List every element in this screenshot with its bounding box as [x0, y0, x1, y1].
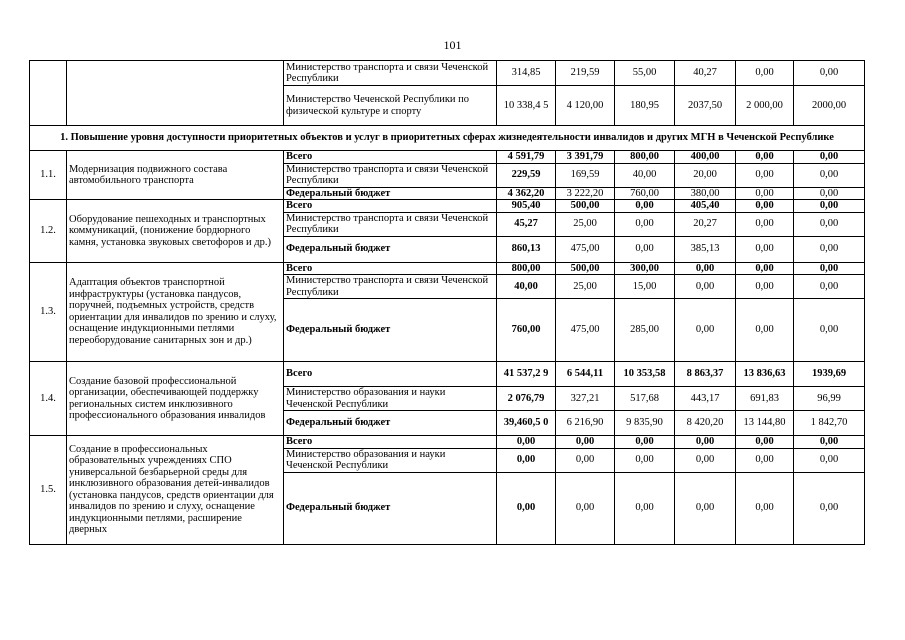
value-cell: 2 000,00 [736, 86, 794, 126]
value-cell: 40,27 [675, 61, 736, 86]
value-cell: 0,00 [794, 212, 865, 236]
value-cell: 405,40 [675, 200, 736, 213]
source-cell: Всего [284, 436, 497, 449]
value-cell: 905,40 [497, 200, 556, 213]
value-cell: 0,00 [675, 275, 736, 299]
value-cell: 0,00 [736, 262, 794, 275]
item-index: 1.3. [30, 262, 67, 362]
value-cell: 2000,00 [794, 86, 865, 126]
value-cell: 0,00 [736, 299, 794, 362]
source-cell: Министерство транспорта и связи Чеченской Республики [284, 212, 497, 236]
section-title: 1. Повышение уровня доступности приоритетных объектов и услуг в приоритетных сферах жизнедеятельности инвалидов и других МГН в Чеченской Республике [30, 126, 865, 151]
source-cell: Министерство транспорта и связи Чеченской Республики [284, 61, 497, 86]
index-cell [30, 61, 67, 126]
value-cell: 0,00 [794, 151, 865, 164]
value-cell: 3 391,79 [556, 151, 615, 164]
value-cell: 0,00 [615, 212, 675, 236]
value-cell: 40,00 [497, 275, 556, 299]
source-cell: Всего [284, 151, 497, 164]
item-name: Модернизация подвижного состава автомобильного транспорта [67, 151, 284, 200]
value-cell: 500,00 [556, 200, 615, 213]
value-cell: 285,00 [615, 299, 675, 362]
section-heading-row [30, 126, 865, 151]
value-cell: 0,00 [736, 200, 794, 213]
source-cell: Федеральный бюджет [284, 472, 497, 544]
value-cell: 10 353,58 [615, 362, 675, 387]
value-cell: 39,460,5 0 [497, 411, 556, 436]
value-cell: 41 537,2 9 [497, 362, 556, 387]
value-cell: 8 863,37 [675, 362, 736, 387]
source-cell: Всего [284, 262, 497, 275]
value-cell: 13 144,80 [736, 411, 794, 436]
value-cell: 0,00 [794, 448, 865, 472]
source-cell: Федеральный бюджет [284, 187, 497, 200]
value-cell: 6 544,11 [556, 362, 615, 387]
source-cell: Всего [284, 362, 497, 387]
value-cell: 0,00 [736, 448, 794, 472]
value-cell: 4 362,20 [497, 187, 556, 200]
table-row [30, 151, 865, 164]
item-index: 1.4. [30, 362, 67, 436]
value-cell: 1 842,70 [794, 411, 865, 436]
value-cell: 0,00 [794, 275, 865, 299]
name-cell [67, 61, 284, 126]
value-cell: 0,00 [615, 236, 675, 262]
value-cell: 9 835,90 [615, 411, 675, 436]
value-cell: 800,00 [497, 262, 556, 275]
value-cell: 0,00 [675, 299, 736, 362]
value-cell: 0,00 [615, 448, 675, 472]
value-cell: 0,00 [497, 436, 556, 449]
source-cell: Министерство Чеченской Республики по физической культуре и спорту [284, 86, 497, 126]
budget-table [29, 60, 865, 545]
value-cell: 443,17 [675, 387, 736, 411]
value-cell: 0,00 [794, 436, 865, 449]
table-row [30, 362, 865, 387]
value-cell: 0,00 [615, 472, 675, 544]
value-cell: 800,00 [615, 151, 675, 164]
source-cell: Министерство образования и науки Чеченской Республики [284, 448, 497, 472]
value-cell: 4 120,00 [556, 86, 615, 126]
value-cell: 13 836,63 [736, 362, 794, 387]
value-cell: 0,00 [556, 436, 615, 449]
value-cell: 0,00 [675, 448, 736, 472]
value-cell: 691,83 [736, 387, 794, 411]
table-row [30, 262, 865, 275]
value-cell: 0,00 [615, 200, 675, 213]
value-cell: 0,00 [794, 299, 865, 362]
value-cell: 10 338,4 5 [497, 86, 556, 126]
source-cell: Федеральный бюджет [284, 236, 497, 262]
source-cell: Министерство образования и науки Чеченской Республики [284, 387, 497, 411]
value-cell: 0,00 [736, 61, 794, 86]
value-cell: 0,00 [497, 472, 556, 544]
value-cell: 0,00 [794, 200, 865, 213]
value-cell: 40,00 [615, 163, 675, 187]
item-index: 1.2. [30, 200, 67, 263]
table-row [30, 61, 865, 86]
value-cell: 0,00 [736, 187, 794, 200]
value-cell: 327,21 [556, 387, 615, 411]
item-index: 1.1. [30, 151, 67, 200]
page-number: 101 [443, 38, 462, 52]
item-index: 1.5. [30, 436, 67, 545]
value-cell: 314,85 [497, 61, 556, 86]
value-cell: 0,00 [736, 236, 794, 262]
value-cell: 0,00 [794, 262, 865, 275]
value-cell: 0,00 [794, 472, 865, 544]
value-cell: 380,00 [675, 187, 736, 200]
value-cell: 0,00 [736, 472, 794, 544]
value-cell: 0,00 [736, 436, 794, 449]
value-cell: 229,59 [497, 163, 556, 187]
value-cell: 0,00 [794, 163, 865, 187]
source-cell: Федеральный бюджет [284, 299, 497, 362]
value-cell: 475,00 [556, 299, 615, 362]
table-row [30, 200, 865, 213]
value-cell: 760,00 [615, 187, 675, 200]
value-cell: 55,00 [615, 61, 675, 86]
value-cell: 0,00 [675, 436, 736, 449]
table-row [30, 436, 865, 449]
value-cell: 1939,69 [794, 362, 865, 387]
value-cell: 6 216,90 [556, 411, 615, 436]
source-cell: Министерство транспорта и связи Чеченской Республики [284, 163, 497, 187]
value-cell: 2037,50 [675, 86, 736, 126]
value-cell: 0,00 [556, 472, 615, 544]
item-name: Создание базовой профессиональной организации, обеспечивающей поддержку региональных систем инклюзивного профессионального образования инвалидов [67, 362, 284, 436]
value-cell: 0,00 [675, 262, 736, 275]
value-cell: 300,00 [615, 262, 675, 275]
value-cell: 0,00 [556, 448, 615, 472]
item-name: Оборудование пешеходных и транспортных коммуникаций, (понижение бордюрного камня, установка звуковых светофоров и др.) [67, 200, 284, 263]
value-cell: 0,00 [675, 472, 736, 544]
value-cell: 25,00 [556, 275, 615, 299]
item-name: Адаптация объектов транспортной инфраструктуры (установка пандусов, поручней, подъемных устройств, средств ориентации для инвалидов по зрению и слуху, оснащение индукционными петлями переоборудование санитарных зон и др.) [67, 262, 284, 362]
value-cell: 4 591,79 [497, 151, 556, 164]
value-cell: 96,99 [794, 387, 865, 411]
value-cell: 0,00 [736, 275, 794, 299]
value-cell: 760,00 [497, 299, 556, 362]
source-cell: Федеральный бюджет [284, 411, 497, 436]
value-cell: 0,00 [736, 163, 794, 187]
value-cell: 0,00 [794, 61, 865, 86]
value-cell: 475,00 [556, 236, 615, 262]
value-cell: 219,59 [556, 61, 615, 86]
value-cell: 2 076,79 [497, 387, 556, 411]
value-cell: 500,00 [556, 262, 615, 275]
value-cell: 45,27 [497, 212, 556, 236]
source-cell: Министерство транспорта и связи Чеченской Республики [284, 275, 497, 299]
value-cell: 20,27 [675, 212, 736, 236]
value-cell: 0,00 [497, 448, 556, 472]
value-cell: 385,13 [675, 236, 736, 262]
value-cell: 860,13 [497, 236, 556, 262]
item-name: Создание в профессиональных образовательных учреждениях СПО универсальной безбарьерной среды для инклюзивного образования детей-инвалидов (установка пандусов, средств ориентации для инвалидов по зрению и слуху, оснащение индукционными петлями, расширение дверных [67, 436, 284, 545]
value-cell: 0,00 [736, 212, 794, 236]
value-cell: 180,95 [615, 86, 675, 126]
value-cell: 169,59 [556, 163, 615, 187]
value-cell: 517,68 [615, 387, 675, 411]
value-cell: 20,00 [675, 163, 736, 187]
value-cell: 15,00 [615, 275, 675, 299]
source-cell: Всего [284, 200, 497, 213]
value-cell: 3 222,20 [556, 187, 615, 200]
value-cell: 0,00 [794, 236, 865, 262]
value-cell: 8 420,20 [675, 411, 736, 436]
value-cell: 0,00 [736, 151, 794, 164]
value-cell: 0,00 [794, 187, 865, 200]
value-cell: 25,00 [556, 212, 615, 236]
value-cell: 400,00 [675, 151, 736, 164]
value-cell: 0,00 [615, 436, 675, 449]
